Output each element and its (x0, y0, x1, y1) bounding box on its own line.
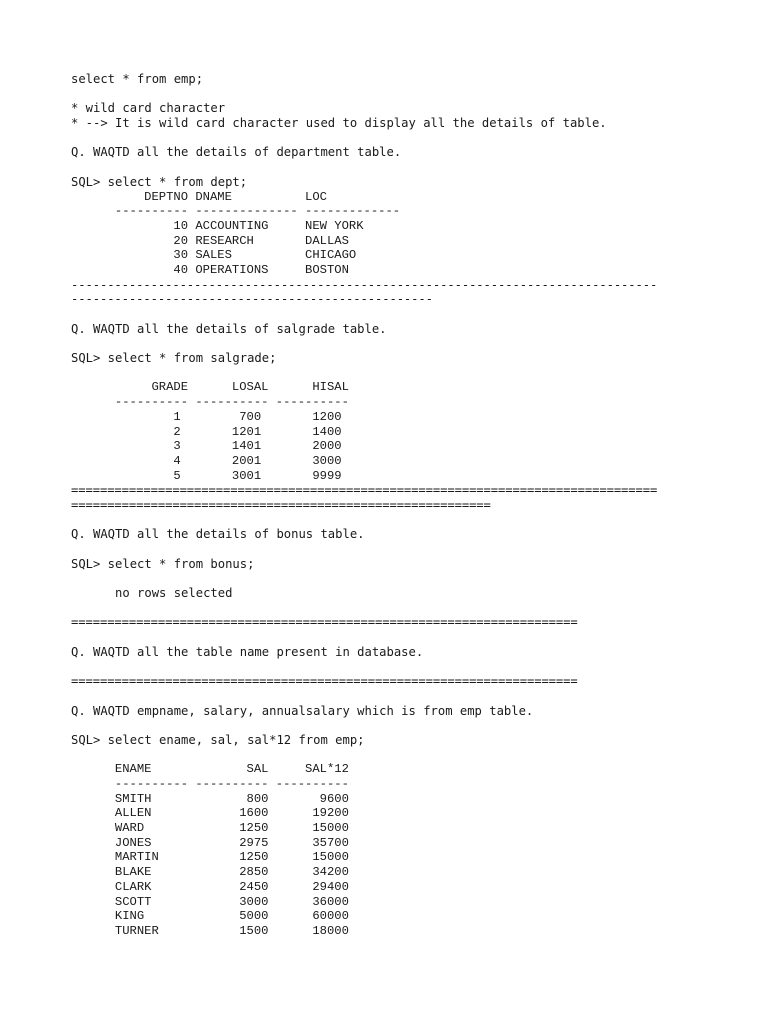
emp-table-row: SCOTT 3000 36000 (71, 894, 349, 909)
salgrade-table-row: 5 3001 9999 (71, 468, 342, 483)
separator-line: ====================================================================== (71, 615, 578, 630)
emp-table-row: BLAKE 2850 34200 (71, 865, 349, 880)
sql-statement: SQL> select ename, sal, sal*12 from emp; (71, 732, 365, 747)
emp-table-row: TURNER 1500 18000 (71, 923, 349, 938)
emp-table-header: ENAME SAL SAL*12 (71, 762, 349, 777)
emp-table-row: JONES 2975 35700 (71, 835, 349, 850)
emp-table-rule: ---------- ---------- ---------- (71, 777, 349, 791)
note-line: * wild card character (71, 101, 226, 116)
dept-table-row: 10 ACCOUNTING NEW YORK (71, 218, 364, 233)
sql-statement: SQL> select * from dept; (71, 174, 248, 189)
dept-table-row: 30 SALES CHICAGO (71, 248, 357, 263)
emp-table-row: MARTIN 1250 15000 (71, 850, 349, 865)
sql-statement: select * from emp; (71, 72, 204, 86)
question-line: Q. WAQTD all the details of salgrade table. (71, 321, 387, 336)
document-body (71, 72, 751, 939)
separator-line: ====================================================================== (71, 674, 578, 689)
salgrade-table-row: 1 700 1200 (71, 409, 342, 424)
emp-table-row: KING 5000 60000 (71, 909, 349, 924)
note-line: * --> It is wild card character used to display all the details of table. (71, 116, 607, 131)
salgrade-table-rule: ---------- ---------- ---------- (71, 395, 349, 410)
salgrade-table-row: 2 1201 1400 (71, 424, 342, 439)
emp-table-row: CLARK 2450 29400 (71, 879, 349, 894)
salgrade-table-header: GRADE LOSAL HISAL (71, 380, 349, 395)
dept-table-header: DEPTNO DNAME LOC (71, 189, 327, 204)
sql-statement: SQL> select * from salgrade; (71, 351, 277, 366)
emp-table-row: SMITH 800 9600 (71, 791, 349, 806)
question-line: Q. WAQTD all the details of department table. (71, 145, 402, 160)
dept-table-row: 40 OPERATIONS BOSTON (71, 262, 349, 277)
emp-table-row: WARD 1250 15000 (71, 821, 349, 836)
salgrade-table-row: 4 2001 3000 (71, 453, 342, 468)
question-line: Q. WAQTD all the table name present in database. (71, 644, 424, 659)
emp-table-row: ALLEN 1600 19200 (71, 806, 349, 821)
question-line: Q. WAQTD empname, salary, annualsalary which is from emp table. (71, 703, 534, 718)
separator-line: ================================================================================= (71, 483, 658, 498)
separator-line: -------------------------------------------------- (71, 292, 433, 307)
separator-line: ========================================================== (71, 497, 491, 512)
question-line: Q. WAQTD all the details of bonus table. (71, 527, 365, 542)
dept-table-rule: ---------- -------------- ------------- (71, 204, 401, 219)
sql-statement: SQL> select * from bonus; (71, 556, 255, 571)
separator-line: --------------------------------------------------------------------------------- (71, 277, 658, 292)
dept-table-row: 20 RESEARCH DALLAS (71, 233, 349, 248)
result-message: no rows selected (71, 586, 233, 601)
salgrade-table-row: 3 1401 2000 (71, 439, 342, 454)
